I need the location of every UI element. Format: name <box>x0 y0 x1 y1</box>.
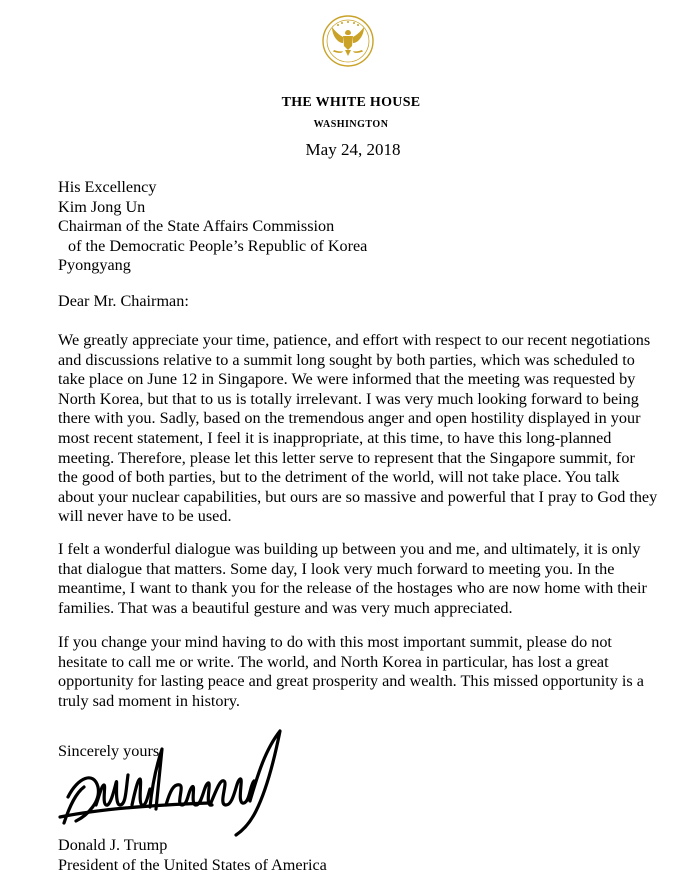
recipient-name: Kim Jong Un <box>58 197 146 216</box>
salutation: Dear Mr. Chairman: <box>58 292 189 310</box>
recipient-line: of the Democratic People’s Republic of Korea <box>68 236 368 255</box>
signer-title: President of the United States of America <box>58 855 327 874</box>
recipient-city: Pyongyang <box>58 256 131 275</box>
letterhead-city: WASHINGTON <box>313 119 389 130</box>
body-paragraph: If you change your mind having to do with this most important summit, please do not hesitate to call me or write. The world, and North Korea in particular, has lost a great opportunity for lasting peace and great prosperity and wealth. This missed opportunity is a truly sad moment in history. <box>58 633 644 710</box>
presidential-seal-icon <box>321 10 375 70</box>
recipient-line: His Excellency <box>58 178 157 196</box>
letter-date: May 24, 2018 <box>305 140 401 159</box>
signer-name: Donald J. Trump <box>58 836 168 854</box>
recipient-address <box>58 178 658 276</box>
body-paragraph: I felt a wonderful dialogue was building up between you and me, and ultimately, it is only that dialogue that matters. Some day, I look very much forward to meeting you. In the meantime, I want to thank you for the release of the hostages who are now home with their families. That was a beautiful gesture and was very much appreciated. <box>58 540 647 617</box>
letterhead-org: THE WHITE HOUSE <box>281 95 421 110</box>
body-paragraph: We greatly appreciate your time, patience, and effort with respect to our recent negotiations and discussions relative to a summit long sought by both parties, which was scheduled to take place on June 12 in Singapore. We were informed that the meeting was requested by North Korea, but that to us is totally irrelevant. I was very much looking forward to being there with you. Sadly, based on the tremendous anger and open hostility displayed in your most recent statement, I feel it is inappropriate, at this time, to have this long-planned meeting. Therefore, please let this letter serve to represent that the Singapore summit, for the good of both parties, but to the detriment of the world, will not take place. You talk about your nuclear capabilities, but ours are so massive and powerful that I pray to God they will never have to be used. <box>58 331 658 526</box>
closing: Sincerely yours, <box>58 742 164 760</box>
handwritten-signature <box>50 705 300 845</box>
recipient-line: Chairman of the State Affairs Commission <box>58 217 335 236</box>
